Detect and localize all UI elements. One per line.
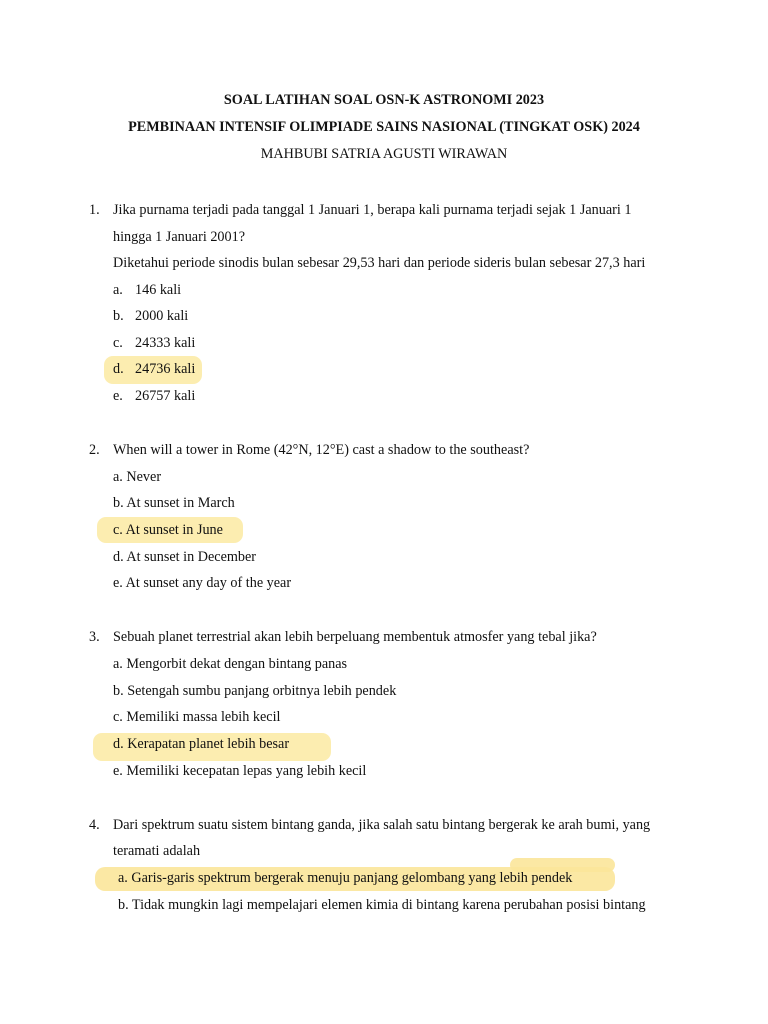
option-d: d. Kerapatan planet lebih besar <box>113 736 290 752</box>
option-b: b. Setengah sumbu panjang orbitnya lebih pendek <box>113 683 397 699</box>
option-a <box>113 280 181 300</box>
question-text: When will a tower in Rome (42°N, 12°E) cast a shadow to the southeast? <box>113 442 530 458</box>
option-a: a. Never <box>113 469 162 485</box>
option-b: b. Tidak mungkin lagi mempelajari elemen kimia di bintang karena perubahan posisi bintang <box>118 897 646 913</box>
question-number: 4. <box>89 817 100 833</box>
option-text: 24736 kali <box>135 361 196 377</box>
option-b <box>113 306 188 326</box>
option-text: 24333 kali <box>135 335 196 351</box>
question-text: Diketahui periode sinodis bulan sebesar 29,53 hari dan periode sideris bulan sebesar 27,3 hari <box>113 255 646 271</box>
option-a: a. Garis-garis spektrum bergerak menuju panjang gelombang yang lebih pendek <box>118 870 573 886</box>
option-a: a. Mengorbit dekat dengan bintang panas <box>113 656 348 672</box>
option-text: 2000 kali <box>135 308 189 324</box>
option-letter: c. <box>113 335 123 351</box>
question-text: Dari spektrum suatu sistem bintang ganda, jika salah satu bintang bergerak ke arah bumi, yang <box>113 817 651 833</box>
option-text: 146 kali <box>135 282 182 298</box>
question-text: teramati adalah <box>113 843 201 859</box>
question-text: Jika purnama terjadi pada tanggal 1 Januari 1, berapa kali purnama terjadi sejak 1 Januari 1 <box>113 202 632 218</box>
question-number: 1. <box>89 202 100 218</box>
option-letter: b. <box>113 308 124 324</box>
option-b: b. At sunset in March <box>113 495 235 511</box>
question-number: 2. <box>89 442 100 458</box>
option-c: c. At sunset in June <box>113 522 223 538</box>
option-e <box>113 386 195 406</box>
question-text: Sebuah planet terrestrial akan lebih berpeluang membentuk atmosfer yang tebal jika? <box>113 629 597 645</box>
option-letter: a. <box>113 282 123 298</box>
option-letter: d. <box>113 361 124 377</box>
option-letter: e. <box>113 388 123 404</box>
document-subtitle: PEMBINAAN INTENSIF OLIMPIADE SAINS NASIONAL (TINGKAT OSK) 2024 <box>128 119 640 135</box>
question-number: 3. <box>89 629 100 645</box>
option-c: c. Memiliki massa lebih kecil <box>113 709 281 725</box>
document-title: SOAL LATIHAN SOAL OSN-K ASTRONOMI 2023 <box>223 92 545 108</box>
option-d <box>113 359 195 379</box>
option-e: e. Memiliki kecepatan lepas yang lebih kecil <box>113 763 367 779</box>
document-author: MAHBUBI SATRIA AGUSTI WIRAWAN <box>260 146 508 162</box>
option-c <box>113 333 195 353</box>
question-text: hingga 1 Januari 2001? <box>113 229 245 245</box>
option-e: e. At sunset any day of the year <box>113 575 292 591</box>
option-d: d. At sunset in December <box>113 549 257 565</box>
option-text: 26757 kali <box>135 388 196 404</box>
